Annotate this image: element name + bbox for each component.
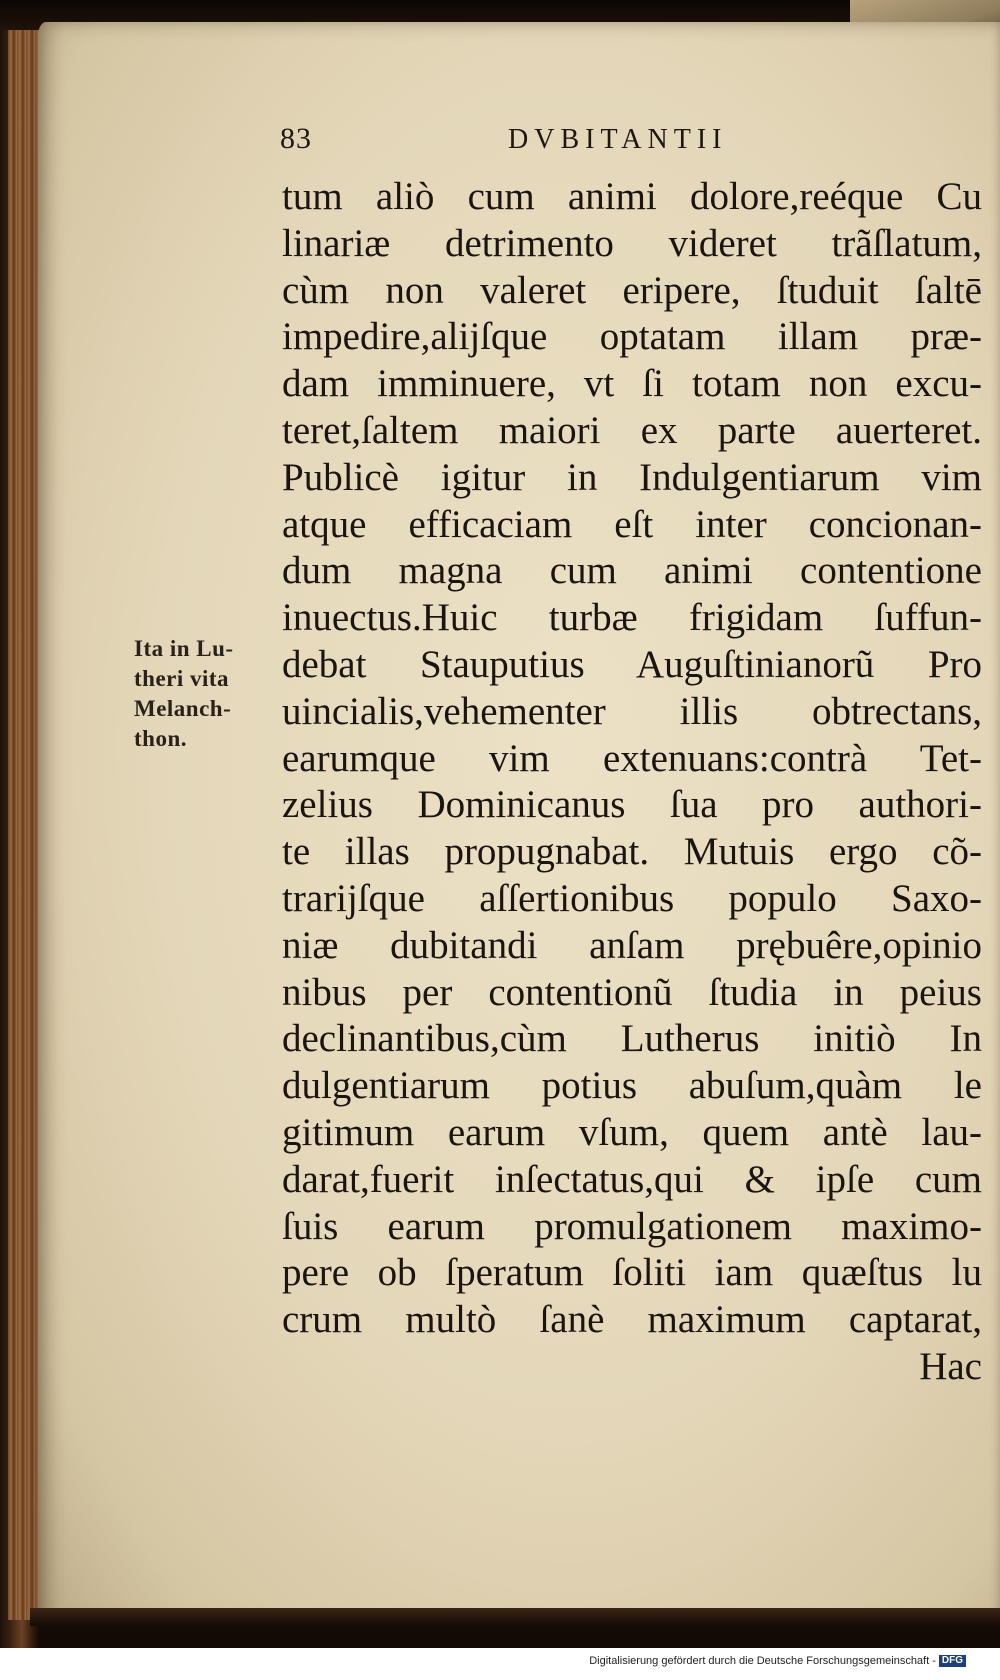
text-line: dum magna cum animi contentione: [282, 549, 982, 593]
text-line: teret,ſaltem maiori ex parte auerteret.: [282, 408, 982, 452]
text-line: trarijſque aſſertionibus populo Saxo-: [282, 876, 982, 920]
text-line: pere ob ſperatum ſoliti iam quæſtus lu: [282, 1251, 982, 1295]
text-line: atque efficaciam eſt inter concionan-: [282, 502, 982, 546]
text-line: declinantibus,cùm Lutherus initiò In: [282, 1017, 982, 1061]
text-line: dulgentiarum potius abuſum,quàm le: [282, 1064, 982, 1108]
marginal-note-line: Ita in Lu-: [134, 636, 234, 661]
text-line: Publicè igitur in Indulgentiarum vim: [282, 455, 982, 499]
text-line: tum aliò cum animi dolore,reéque Cu: [282, 175, 982, 218]
catchword: Hac: [919, 1344, 982, 1388]
text-line: darat,fuerit inſectatus,qui & ipſe cum: [282, 1157, 982, 1201]
text-line: dam imminuere, vt ſi totam non excu-: [282, 362, 982, 406]
text-line: ſuis earum promulgationem maximo-: [282, 1204, 982, 1248]
text-line: nibus per contentionũ ſtudia in peius: [282, 970, 982, 1014]
page-bottom-shadow: [30, 1608, 1000, 1626]
text-line: gitimum earum vſum, quem antè lau-: [282, 1110, 982, 1154]
text-line: impedire,alijſque optatam illam præ-: [282, 315, 982, 359]
text-line: uincialis,vehementer illis obtrectans,: [282, 689, 982, 733]
text-line: debat Stauputius Auguſtinianorũ Pro: [282, 642, 982, 686]
book-page-edges: [8, 30, 42, 1620]
text-line: crum multò ſanè maximum captarat,: [282, 1298, 982, 1342]
marginal-note: [134, 634, 284, 754]
credit-text: Digitalisierung gefördert durch die Deutsche Forschungsgemeinschaft -: [589, 1655, 936, 1667]
body-text: [282, 174, 982, 1391]
text-line: zelius Dominicanus ſua pro authori-: [282, 783, 982, 827]
running-title: DVBITANTII: [508, 124, 728, 155]
text-line: niæ dubitandi anſam prębuêre,opinio: [282, 923, 982, 967]
marginal-note-line: theri vita: [134, 666, 230, 691]
digitization-credit: [589, 1655, 966, 1667]
text-line: cùm non valeret eripere, ſtuduit ſaltē: [282, 268, 982, 312]
running-head: [280, 122, 780, 162]
dfg-logo: DFG: [939, 1655, 966, 1667]
text-line: inuectus.Huic turbæ frigidam ſuffun-: [282, 596, 982, 640]
page-number: 83: [280, 122, 312, 155]
text-line: earumque vim extenuans:contrà Tet-: [282, 736, 982, 780]
text-line: linariæ detrimento videret trãſlatum,: [282, 221, 982, 265]
marginal-note-line: thon.: [134, 726, 187, 751]
text-line: te illas propugnabat. Mutuis ergo cõ-: [282, 830, 982, 874]
marginal-note-line: Melanch-: [134, 696, 232, 721]
